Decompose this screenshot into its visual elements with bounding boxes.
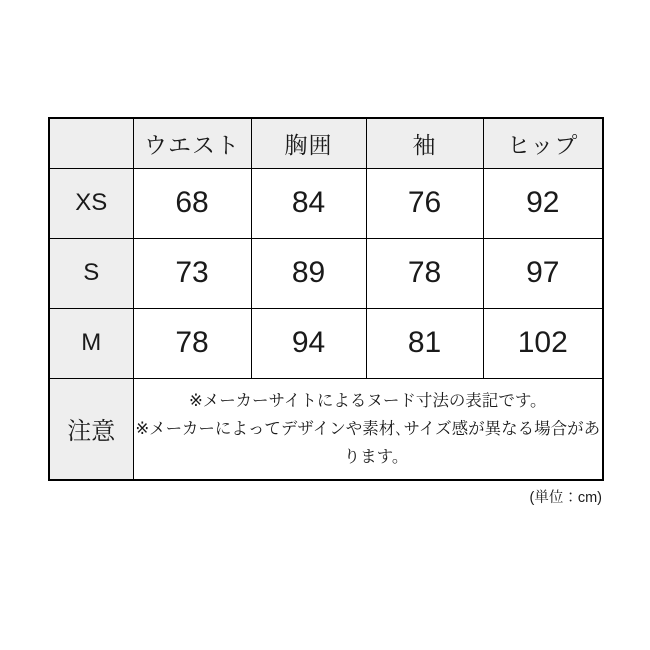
header-row bbox=[49, 118, 603, 168]
note-line-1: ※メーカーサイトによるヌード寸法の表記です。 bbox=[188, 391, 547, 410]
size-chart-table bbox=[48, 117, 604, 481]
col-header-hip: ヒップ bbox=[483, 118, 603, 168]
row-label-m: M bbox=[49, 308, 133, 378]
cell-m-waist: 78 bbox=[133, 308, 251, 378]
note-cell bbox=[133, 378, 603, 480]
note-line-2: ※メーカーによってデザインや素材､サイズ感が異なる場合があります。 bbox=[135, 419, 601, 466]
unit-note: (単位：cm) bbox=[529, 490, 602, 506]
cell-m-hip: 102 bbox=[483, 308, 603, 378]
cell-xs-hip: 92 bbox=[483, 168, 603, 238]
table-row-s bbox=[49, 238, 603, 308]
col-header-chest: 胸囲 bbox=[251, 118, 366, 168]
table-row-m bbox=[49, 308, 603, 378]
col-header-sleeve: 袖 bbox=[366, 118, 483, 168]
cell-xs-chest: 84 bbox=[251, 168, 366, 238]
row-label-xs: XS bbox=[49, 168, 133, 238]
size-chart-table-wrap bbox=[48, 117, 602, 481]
cell-m-chest: 94 bbox=[251, 308, 366, 378]
cell-s-chest: 89 bbox=[251, 238, 366, 308]
cell-s-waist: 73 bbox=[133, 238, 251, 308]
note-row bbox=[49, 378, 603, 480]
cell-m-sleeve: 81 bbox=[366, 308, 483, 378]
cell-xs-sleeve: 76 bbox=[366, 168, 483, 238]
col-header-waist: ウエスト bbox=[133, 118, 251, 168]
table-row-xs bbox=[49, 168, 603, 238]
row-label-note: 注意 bbox=[49, 378, 133, 480]
cell-s-sleeve: 78 bbox=[366, 238, 483, 308]
cell-xs-waist: 68 bbox=[133, 168, 251, 238]
cell-s-hip: 97 bbox=[483, 238, 603, 308]
corner-cell bbox=[49, 118, 133, 168]
row-label-s: S bbox=[49, 238, 133, 308]
